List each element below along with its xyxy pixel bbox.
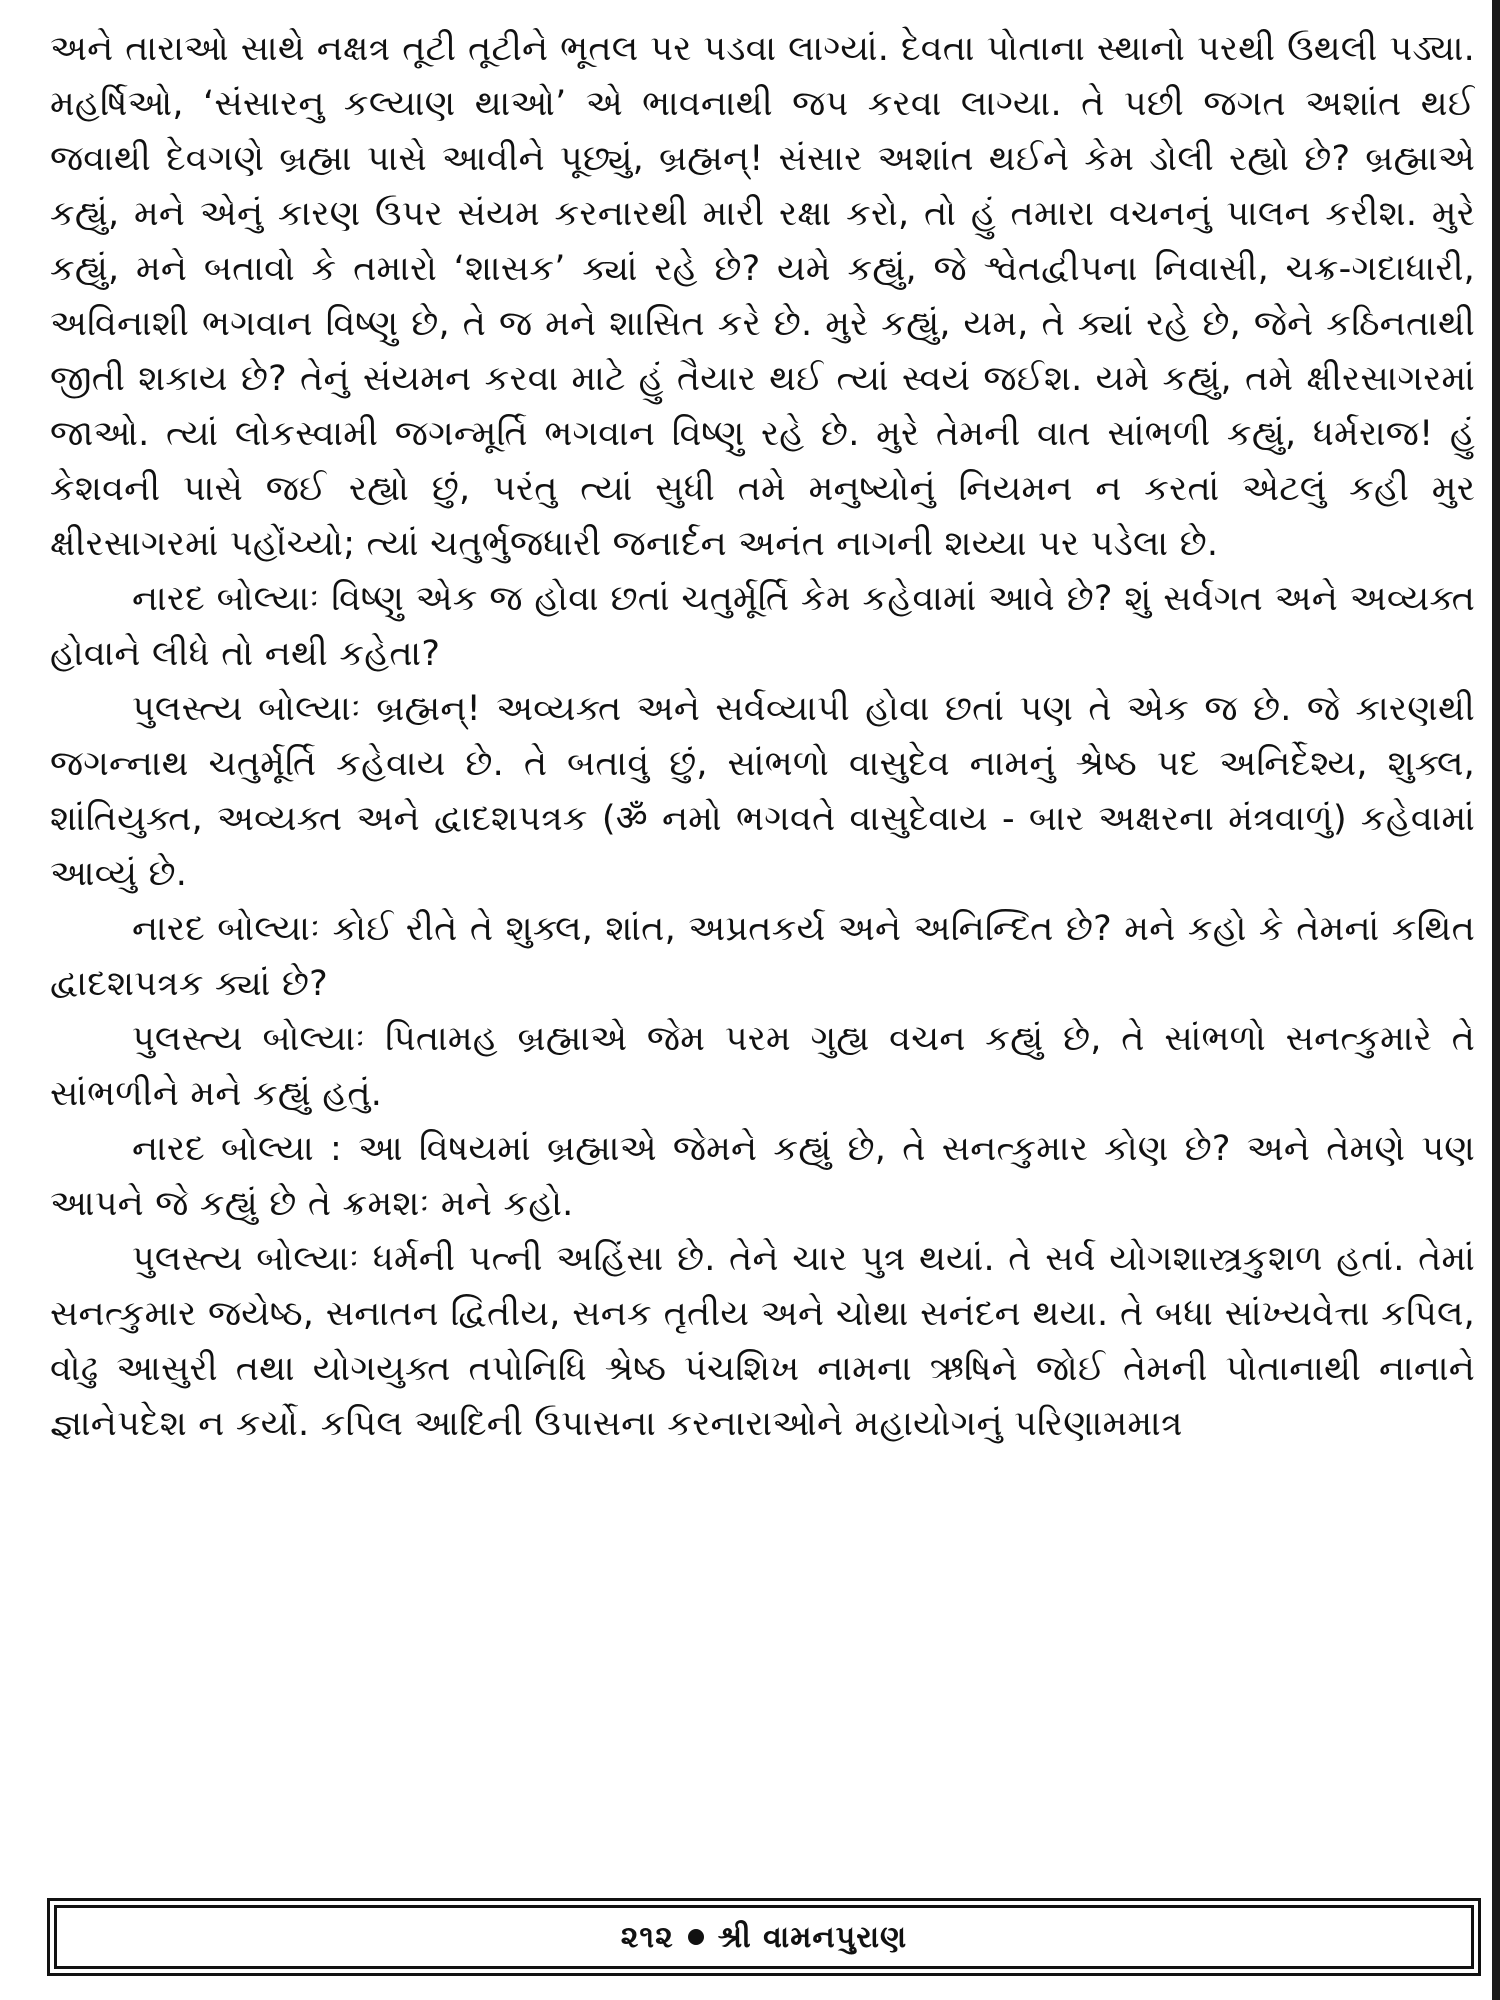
page-edge bbox=[1492, 0, 1500, 2000]
paragraph-6: નારદ બોલ્યા : આ વિષયમાં બ્રહ્માએ જેમને કહ્યું છે, તે સનત્કુમાર કોણ છે? અને તેમણે પણ આપને જે કહ્યું છે તે ક્રમશઃ મને કહો. bbox=[50, 1129, 1475, 1224]
book-title: શ્રી વામનપુરાણ bbox=[717, 1919, 908, 1955]
paragraph-5: પુલસ્ત્ય બોલ્યાઃ પિતામહ બ્રહ્માએ જેમ પરમ ગુહ્ય વચન કહ્યું છે, તે સાંભળો સનત્કુમારે તે સાંભળીને મને કહ્યું હતું. bbox=[50, 1019, 1475, 1114]
paragraph-4: નારદ બોલ્યાઃ કોઈ રીતે તે શુક્લ, શાંત, અપ્રતકર્ય અને અનિન્દિત છે? મને કહો કે તેમનાં કથિત દ્વાદશપત્રક ક્યાં છે? bbox=[50, 909, 1475, 1004]
paragraph-2: નારદ બોલ્યાઃ વિષ્ણુ એક જ હોવા છતાં ચતુર્મૂર્તિ કેમ કહેવામાં આવે છે? શું સર્વગત અને અવ્યક્ત હોવાને લીધે તો નથી કહેતા? bbox=[50, 579, 1475, 674]
footer-text bbox=[621, 1920, 907, 1955]
bullet-icon bbox=[688, 1929, 704, 1945]
paragraph-3: પુલસ્ત્ય બોલ્યાઃ બ્રહ્મન્! અવ્યક્ત અને સર્વવ્યાપી હોવા છતાં પણ તે એક જ છે. જે કારણથી જગન્નાથ ચતુર્મૂર્તિ કહેવાય છે. તે બતાવું છું, સાંભળો વાસુદેવ નામનું શ્રેષ્ઠ પદ અનિર્દેશ્ય, શુક્લ, શાંતિયુક્ત, અવ્યક્ત અને દ્વાદશપત્રક (ॐ નમો ભગવતે વાસુદેવાય - બાર અક્ષરના મંત્રવાળું) કહેવામાં આવ્યું છે. bbox=[50, 689, 1475, 894]
body-text bbox=[50, 22, 1475, 1882]
page-footer bbox=[54, 1905, 1474, 1969]
paragraph-1: અને તારાઓ સાથે નક્ષત્ર તૂટી તૂટીને ભૂતલ પર પડવા લાગ્યાં. દેવતા પોતાના સ્થાનો પરથી ઉથલી પડ્યા. મહર્ષિઓ, ‘સંસારનુ કલ્યાણ થાઓ’ એ ભાવનાથી જપ કરવા લાગ્યા. તે પછી જગત અશાંત થઈ જવાથી દેવગણે બ્રહ્મા પાસે આવીને પૂછ્યું, બ્રહ્મન્! સંસાર અશાંત થઈને કેમ ડોલી રહ્યો છે? બ્રહ્માએ કહ્યું, મને એનું કારણ ઉપર સંયમ કરનારથી મારી રક્ષા કરો, તો હું તમારા વચનનું પાલન કરીશ. મુરે કહ્યું, મને બતાવો કે તમારો ‘શાસક’ ક્યાં રહે છે? યમે કહ્યું, જે શ્વેતદ્વીપના નિવાસી, ચક્ર-ગદાધારી, અવિનાશી ભગવાન વિષ્ણુ છે, તે જ મને શાસિત કરે છે. મુરે કહ્યું, યમ, તે ક્યાં રહે છે, જેને કઠિનતાથી જીતી શકાય છે? તેનું સંયમન કરવા માટે હું તૈયાર થઈ ત્યાં સ્વયં જઈશ. યમે કહ્યું, તમે ક્ષીરસાગરમાં જાઓ. ત્યાં લોકસ્વામી જગન્મૂર્તિ ભગવાન વિષ્ણુ રહે છે. મુરે તેમની વાત સાંભળી કહ્યું, ધર્મરાજ! હું કેશવની પાસે જઈ રહ્યો છું, પરંતુ ત્યાં સુધી તમે મનુષ્યોનું નિયમન ન કરતાં એટલું કહી મુર ક્ષીરસાગરમાં પહોંચ્યો; ત્યાં ચતુર્ભુજધારી જનાર્દન અનંત નાગની શય્યા પર પડેલા છે. bbox=[50, 29, 1475, 564]
paragraph-7: પુલસ્ત્ય બોલ્યાઃ ધર્મની પત્ની અહિંસા છે. તેને ચાર પુત્ર થયાં. તે સર્વ યોગશાસ્ત્રકુશળ હતાં. તેમાં સનત્કુમાર જયેષ્ઠ, સનાતન દ્વિતીય, સનક તૃતીય અને ચોથા સનંદન થયા. તે બધા સાંખ્યવેત્તા કપિલ, વોઢુ આસુરી તથા યોગયુક્ત તપોનિધિ શ્રેષ્ઠ પંચશિખ નામના ઋષિને જોઈ તેમની પોતાનાથી નાનાને જ્ઞાનેપદેશ ન કર્યો. કપિલ આદિની ઉપાસના કરનારાઓને મહાયોગનું પરિણામમાત્ર bbox=[50, 1239, 1475, 1444]
page-number: ૨૧૨ bbox=[620, 1919, 674, 1955]
